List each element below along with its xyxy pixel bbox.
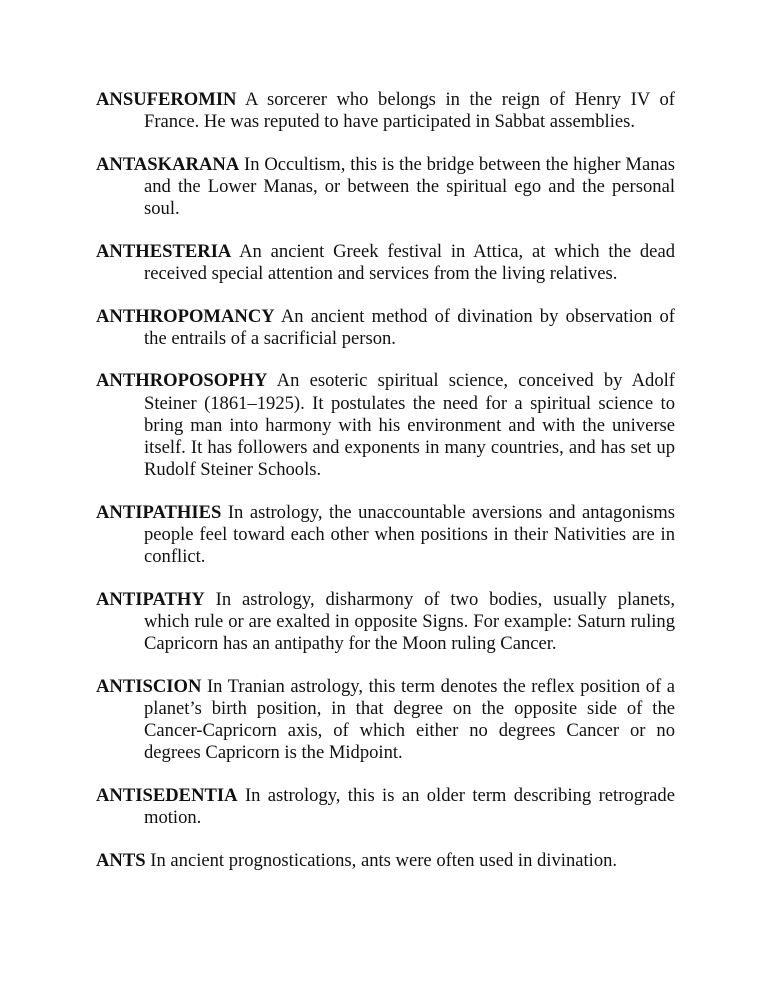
entry-definition: In Occultism, this is the bridge between the higher Manas and the Lower Manas, or between the spiritual ego and the personal soul. — [144, 153, 675, 220]
dictionary-entry — [96, 154, 675, 221]
entry-definition: An ancient Greek festival in Attica, at which the dead received special attention and services from the living relatives. — [144, 240, 675, 284]
entry-definition: In astrology, this is an older term describing retrograde motion. — [144, 785, 675, 829]
entry-term: ANTISCION — [96, 675, 202, 697]
entry-term: ANTISEDENTIA — [96, 785, 238, 806]
entry-definition: In Tranian astrology, this term denotes the reflex position of a planet’s birth position, in that degree on the opposite side of the Cancer-Capricorn axis, of which either no degrees Cancer or no degrees Capricorn is the Midpoint. — [144, 675, 675, 764]
entry-definition: In ancient prognostications, ants were often used in divination. — [150, 849, 618, 871]
dictionary-entry — [96, 589, 675, 656]
dictionary-entry — [96, 850, 675, 872]
dictionary-page — [96, 89, 675, 872]
entry-definition: In astrology, the unaccountable aversions and antagonisms people feel toward each other when positions in their Nativities are in conflict. — [144, 501, 675, 568]
entry-term: ANTHROPOSOPHY — [96, 370, 268, 392]
entry-term: ANTIPATHIES — [96, 501, 222, 523]
entry-term: ANTASKARANA — [96, 153, 240, 175]
dictionary-entry — [96, 306, 675, 350]
dictionary-entry — [96, 502, 675, 569]
entry-term: ANTS — [96, 849, 146, 871]
entry-definition: An esoteric spiritual science, conceived by Adolf Steiner (1861–1925). It postulates the need for a spiritual science to bring man into harmony with his environment and with the universe itself. It has followers and exponents in many countries, and has set up Rudolf Steiner Schools. — [144, 370, 675, 481]
entry-definition: An ancient method of divination by observation of the entrails of a sacrificial person. — [144, 305, 675, 349]
dictionary-entry — [96, 241, 675, 285]
dictionary-entry — [96, 676, 675, 765]
entry-term: ANTHESTERIA — [96, 240, 232, 262]
dictionary-entry — [96, 785, 675, 829]
entry-term: ANTIPATHY — [96, 588, 205, 610]
entry-term: ANSUFEROMIN — [96, 89, 237, 110]
dictionary-entry — [96, 89, 675, 133]
entry-definition: A sorcerer who belongs in the reign of Henry IV of France. He was reputed to have participated in Sabbat assemblies. — [144, 89, 675, 133]
dictionary-entry — [96, 370, 675, 481]
entry-term: ANTHROPOMANCY — [96, 305, 275, 327]
entry-definition: In astrology, disharmony of two bodies, usually planets, which rule or are exalted in opposite Signs. For example: Saturn ruling Capricorn has an antipathy for the Moon ruling Cancer. — [144, 588, 676, 655]
